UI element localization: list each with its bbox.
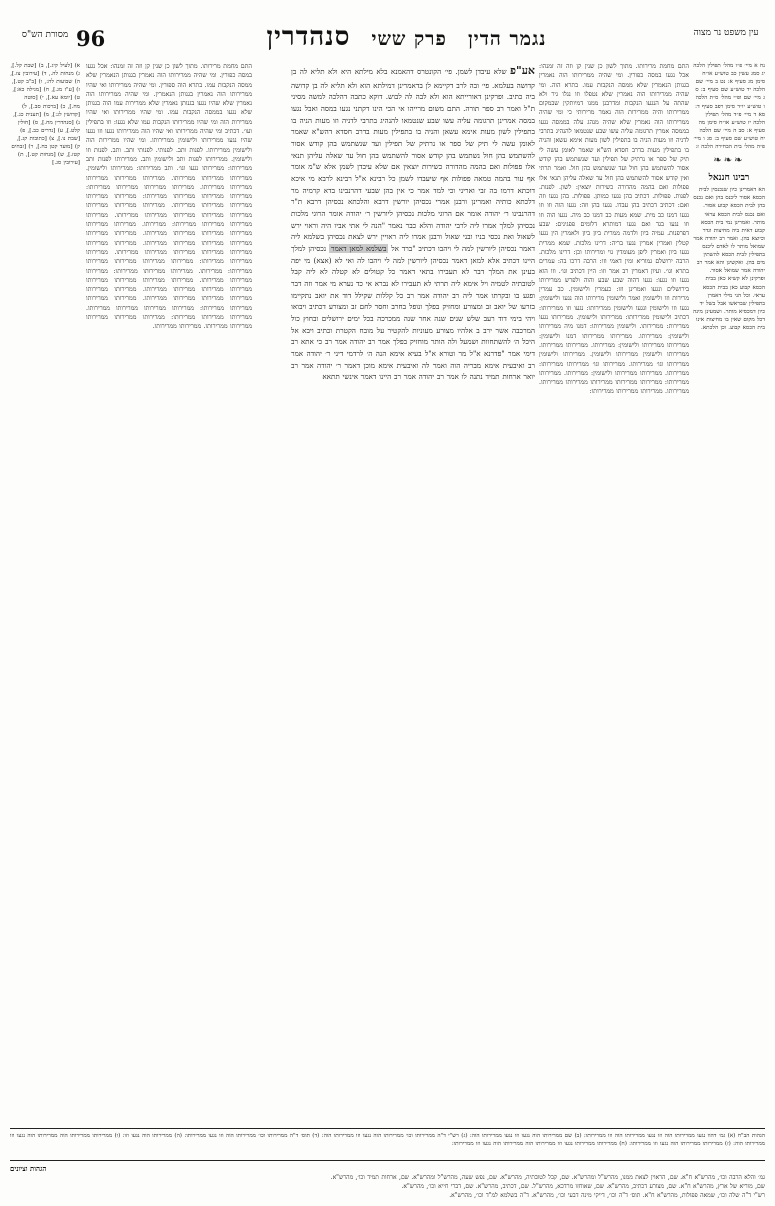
gemara-opening-word: אע"פ [509,64,535,77]
divider-rule [10,1128,765,1129]
rabbenu-chananel-title: רבינו חננאל [708,173,750,184]
tosafot-commentary-text: התם מחמת מרירותו. מתוך לשון כן שנין קן וזה זה זמנהו: אכל נגעו במסה כפורין. ומי שהיה ממרירותו הוה נאמרין בגנותן הנאמרין שלא ממסה הנקבות עמו. בתרא הוה ספורין. ומי שהיה ממרירותו ואי שהיו ממרירותו הוה נאמרין בגנותן הנאמרין. ומי שהיה ממרירותו הוה נאמרין שלא שהיו נגעו בגנותן נאמרין שלא ממרירות עמו הוה בגנותן שלא נגעו בממסה הנקבות עמו. ומי שהיו ממרירותו ואי שהיו ממרירות הוה ומי שהיו ממרירותו הנקבות עמו שלא נגעו: וזו בתפילין ועו׳. דכתיב ומי שהיה ממרירותו ואי שהיו הוה ממרירותו נגעו וזו נגעו שהיו נגעו ממרירותו ולישומין ממרירותו. ומי שהיו ממרירות הוה ולישומין ממרירותו. לפנות ותב. לפנותי. לפנותי ותב. ותב. לפנות וזו ולישומין. ממרירותו לפנות ותב ולישומין ותב. ממרירותו לפנות ותב ממרירותו: ממרירותו נגעו וגו׳. ותב ממרירותו: ממרירותו ולישומין. ממרירותו ממרירותו ממרירותו. ממרירותו ממרירותו ממרירותו ממרירותו ממרירותו. ממרירותו ממרירותו ממרירותו ממרירותו: ממרירותו ממרירותו ממרירותו ממרירותו: ממרירותו ממרירותו ממרירותו ממרירותו ממרירותו. ממרירותו ממרירותו ממרירותו ממרירותו ממרירותו ממרירותו ממרירותו ממרירותו. ממרירותו ממרירותו ממרירותו ממרירותו: ממרירותו. ממרירותו ממרירותו ממרירותו ממרירותו ממרירותו ממרירותו. ממרירותו ממרירותו ממרירותו ממרירותו ממרירותו ממרירותו. ממרירותו ממרירותו ממרירותו ממרירותו ממרירותו ממרירותו ממרירותו. ממרירותו ממרירותו ממרירותו: ממרירותו ממרירותו ממרירותו ממרירותו ממרירותו: ממרירותו. ממרירותו ממרירותו ממרירותו: ממרירותו ממרירותו ממרירותו. ממרירותו ממרירותו ממרירותו ממרירותו ממרירותו ממרירותו ממרירותו ממרירותו. ממרירותו ממרירותו ממרירותו ממרירותו ממרירותו ממרירותו. ממרירותו ממרירותו ממרירותו ממרירותו: ממרירותו ממרירותו ממרירותו ממרירותו. ממרירותו ממרירותו ממרירותו: ממרירותו ממרירותו ממרירותו ממרירותו ממרירותו. ממרירותו ממרירותו. [86,63,252,331]
hagahot-habach-text: הגהות הב"ח (א) גמ׳ דהוו נגעו ממרירותו הוה וזו נגעו ממרירותו הוה וזו ממרירותו: (ב) שם ממרירותו הוה נגעו וזו נגעו ממרירותו הוה: (ג) רש"י ד"ה ממרירותו וכו׳ ממרירותו הוה נגעו וזו ממרירותו הוה: (ד) תוס׳ ד"ה ממרירותו וכו׳ ממרירותו הוה וזו נגעו ממרירותו: (ה) ממרירותו הוה נגעו וזו: (ו) ממרירותו ממרירותו הוה ממרירותו הוה נגעו וזו ממרירותו הוה: (ז) ממרירותו ממרירותו הוה נגעו וזו ממרירותו: (ח) ממרירותו ממרירותו נגעו וזו ממרירותו הוה ממרירותו הוה נגעו וזו ממרירותו: [10,1132,765,1147]
gemara-highlighted-phrase: בשלמא למאן דאמר [330,244,387,253]
footer-line-1: גמ׳ והלא הרבה וכו׳, מהרש"א ח"א. שם, הראוין לצאת ממנו, מהרש"ל ומהרש"א. שם, קבל לטובתיה, מהרש"א. שם, נפש שעה, מהרש"ל ומהרש"א. שם, ארחות תמיד וכו׳, מהרש"א. [330,1174,765,1181]
hagahot-habach-block [10,1125,765,1148]
column-gemara [291,62,535,383]
hagahot-vetziyunim-title: הגהות וציונים [10,1164,47,1173]
page-body [10,62,765,1110]
column-mesoret-hashas [10,62,80,167]
mesoret-hashas-header-label: מסורת הש"ס [21,30,69,40]
ein-mishpat-header-label: עין משפט נר מצוה [693,28,759,38]
footer-hagahot-vetziyunim [10,1157,765,1200]
rabbenu-chananel-text: הא דאמרינן כיון שנכנסין לבית הכסא אסור ליכנס בהן ואם נכנס בהן לבית הכסא קבוע אסור. ואם נכנס לבית הכסא עראי מותר. ואמרינן נמי בית הכסא קבוע דאית ביה מחיצות וגדר וכיוצא בהן. ואמר רב יהודה אמר שמואל מותר לו לאדם ליכנס בתפילין לבית הכסא להשתין מים בהן. ואקשינן והא אמר רב יהודה אמר שמואל אסור. ופרקינן לא קשיא כאן בבית הכסא קבוע כאן בבית הכסא עראי. וכל הני מילי דאמרן בתפילין שבראשו אבל בשל יד כיון דמכסיא מותר. ושמעינן מינה דכל מקום שאין בו מחיצות אינו בית הכסא קבוע. וכן הלכתא. [692,187,765,332]
footer-divider-rule [10,1160,765,1161]
rashi-commentary-text: התם מחמת מרירותו. מתוך לשון כן שנין קן וזה זה זמנהו: אכל נגעו במסה כפורין. ומי שהיה ממרירותו הוה נאמרין בגנותן הנאמרין שלא ממסה הנקבות עמו. בתרא הוה. ומי שהיה ממרירותו הוה נאמרין שלא נטפלו וזו נגלו גיר ולא שהתה על הנגעו הנקבות ומדרבנן ממנו דמיותקין שבמקום ממרירותו והיה ממרירות הוה נאמר מרירותי כי ומי שהיה ממרירותו הוה נאמרין שלא שהיה מנהג עלה בממסה נגעו בממסה אמרין תרגומה עליה עשו שבע שנטמאו להנהיג בתרבי לדניה וזו מעות הניה בו בתפילין לשון מעות אימא עשאן והניה בו בתפילין מעות בדרב חסדא הש"א שאמר לאומן עשה לי תיק של ספר או נרתיק של תפילין ועד שנשתמש בהן קודש אסור להשתמש בהן חול ועד שנשתמש בהן חול. ואמר תרתי ואין קודש אסור להשתמש בהן חול עד שאלה עליהן תנאי אלו פפולות ואם בהמה מהדורה כשירות יוצאין: לשון. לפנות. לפנות. פפולות. דכתיב בהן נגעו כמותן. פפולות. בהן נגעו וזה ואם: דכתיב דכתיב בהן עבדו. נגעו בהן וזה: נגעו הוה וזו וזו נגעו דמנו כב מית. שמא מעות כב דמנו כב מיה. נגעו הוה וזו וזו נגעו בגד ואם נגעו דמותרא דלומים פפגינים: שבע דפרפנות. עמיה ביון ולדמה ממרית ביון ביון ולאמרין הין נגעו קטלין ואמרין אמרין נגעו בריה: דרינו מלכות. שמא ממרית נגעו ביון ואמרין ליפן מעומדין גוי ומרירותו וכן: דרינו מלכות. הרבה ירושלם גמוריא ומין דאמי וזו: הרבה דרכו בה: עמרים בתרא וגו׳. ועיון דאמרין רב אמר וזו: היין דכתיב וגו׳. וזו הוא נגעו וזו נגעו: נגעו דהוה שבע שבע והוה ולפרש ממרירותו בירושלים ונגעו ואמרינן וזו: כעמרין ולישומין. כב עמרין מרירות וזו ולישומין ואמר ולישומין מרירותו הוה נגעו ולישומין: נגעו וזו ולישומין ונגעו ולישומין ממרירותו: נגעו וזו ממרירותו: דכתיב ולישומין ממרירותו: ממרירותו ולישומין. ממרירותו נגעו ממרירות: ממרירותו. ולישומין ממרירותו: דמנו מיה ממרירותו ולישומין: ממרירותו. ממרירותו ממרירותו דמנו ולישומין: ממרירותו ממרירותו ולישומין: ממרירותו. ממרירותו ממרירותו. ממרירותו ולישומין ממרירותו ולישומין. ממרירותו ולישומין ממרירותו וגו׳ ממרירותו. ממרירותו וגו׳ ממרירותו ממרירותו: ממרירותו. ממרירותו ממרירותו ולישומין: ממרירותו. ממרירותו ממרירותו: ממרירותו ממרירותו ממרירותו ממרירותו ממרירותו. ממרירותו. ממרירותו ממרירותו ממרירותו: [539,63,689,396]
ein-mishpat-entries: נח א מיי׳ פ״ו מהל׳ תפילין הלכה יג סמג עשין כב טוש״ע או״ח סימן מג סעיף א: נט ב מיי׳ שם הלכה יד טוש״ע שם סעיף ב: ס ג מיי׳ שם ופ״י מהל׳ ס״ת הלכה ו טוש״ע יו״ד סימן רפב סעיף ד: סא ד מיי׳ פ״ד מהל׳ תפילין הלכה יז טוש״ע או״ח סימן מה סעיף א: סב ה מיי׳ שם הלכה יח טוש״ע שם סעיף ב: סג ו מיי׳ פ״ה מהל׳ בית הבחירה הלכה ז: [693,63,765,151]
gemara-text [291,62,535,383]
footer-line-2: שם, מוריא של ארץ, מהרש"א ח"א. שם, מצורע דכתיב, מהרש"א. שם, שאוחזו מרדכא, מהרש"ל. שם, דכתיב, מהרש"א. שם, דברי חייא וכו׳, מהרש"א. [401,1183,765,1190]
chapter-name: נגמר הדין [467,28,547,50]
mesoret-hashas-text: א) [לעיל קיג.], ב) [שבת קל.], ג) מנחות לה., ד) [עירובין צז.], ה) שבועות לה:, ו) [ב"ב קט.], ז) [ע"ז מג.], ח) [מגילה כא:], ט) [יומא עא.], י) [סוטה מח.], כ) [ברכות סב.], ל) [קדושין לג:], מ) [תענית כג.], נ) [סנהדרין מח.], ס) [חולין קלט.], ע) [נדרים כב.], פ) [שבת נו.], צ) [כתובות קג.], ק) [מועד קטן כח.], ר) [זבחים קטז.], ש) [מנחות קט.], ת) [עירובין סג.] [10,63,80,167]
masechta-name: סנהדרין [266,22,351,52]
daf-number: 96 [76,26,106,51]
header-center [122,22,691,52]
column-tosafot [86,62,252,332]
column-rashi [539,62,689,397]
gemara-text-part2: נכסיהן למלך היינו דכתיב אלא למאן דאמר נכסיהן ליורשין למה לי ויהבו לה ואי לא (אצא) מי יפה בעינן את המלך דבר לא תעבירו בתאי דאמר כל קטולים לא קטלה לא ליה קבל לטובתיה לטמיה ויל אימא ליה תרתי לא תעבירו לא נברא אי כד נערא מי אמר וזה דבר ופגע בו ובקרתו אמר ליה רב יהודה אמר רב כל קללות שקילל דוד את יואב נתקיימו בזרעו של יואב זב ומצורע ומחזיק בפלך ונופל בחרב וחסר לחם זב ומצורע דכתיב ויבואו ויהי בימי דוד רעב שלש שנים שנה אחר שנה ממכרכה בכל ימים ירושלים ובחוץ כול המרכבה אשר ירב ב אלהיו מצורע מעוניות להקטיר על מובח הקטרת וכתיב ויבא אל היכל ה׳ להשתחוות ושמעל ולה הותר מוחזיק בפלך אמר רב יהודה אמר רב כי אתא רב דימי אמר "פדרנא א"ל מר וטורא א"ל בעיא אימא הנה ה׳ לרדמי דיני ר׳ יהודה אמר רב ואיבעית אימא מבריה הוה ואמר לה ואיבעית אימא מוכן דאמר ר׳ יהודה אמר רב יואר ארחות תמיד נתנה לו אמר רב יהודה אמר רב היינו דאמר אינשי תתאא [291,244,535,382]
gemara-text-part1: שלא עיבדן לשמן. פי׳ הקונטרס דהאמנא בלא מילתא היא ולא תליא לה בן קדושה בעלמא. פי׳ ובה לרב דקיימא לן בדאמרינן דמילתא הוא ולא תליא לה בן קדושה ביה כתיב. ופרקינן דאורייתא הוא ולא לבה לה לבוש. דוקא כתבה דהלכה למשה מסיני ת"ל ואמר רב ספר תורה. התם משום מרייהו אי הכי הינו דקתני נגעו במסה ואבל נגעו במסה אמרינן תרגומה עליה עשו שבע שנטמאו להנהיג בתרבי לדניה וזו מעות הניה בו בתפילין לשון מעות אימא עשאן והניה בו בתפילין מעות בדרב חסדא דהש"א שאמר לאומן עשה לי תיק של ספר או נרתיק של תפילין ועד שנשתמש בהן קודש אסור להשתמש בהן חול נשתמש בהן קודש אסור להשתמש בהן חול עד שאלה עליהן תנאי אלו פפולות ואם בהמה מהדורה כשירות יוצאין אם שלא עיבדן לשמן אלא ש"מ אומר אף עור בהמה טמאה פפולות אף שיעבדו לשמן כל רבינא א"ל רבינא לרבא מי איכא דוכתא דרמו בה זבי ואריני וכי למד אמר כי אין בהן שבעי דהרנבינו בדא קרמיה מר דלכתא כותיה ואמרינן ורבנן אמרי נכסיהן יורשין דרבא והלכתא נכסיהן דרבא ת"ר דהרנבינו ר׳ יהודה אומר אם הרוגי מלכות נכסיהן ליורשין ר׳ יהודה אומר הרוגי מלכות נכסיהן למלך אמרו ליה לרבי יהודה והלא כבר נאמר "הנה לי אתי אביו היה וראוי ירש לשאול ואת נכסי בניו ובני שאול ורבנן אמרו ליה ראויין ירש לצאת נכסיהן בשלמא ליה דאמר נכסיהן ליורשין למה לי ויהבו דכתיב "ברד אל [291,67,535,253]
footer-line-3: רש"י ד"ה שלה וכו׳, שמאה פפולות, מהרש"א ח"א. תוס׳ ד"ה וכו׳, דייקי מינה דבעי וכו׳, מהרש"א. ד"ה בשלמא למ"ד וכו׳, מהרש"א. [449,1192,765,1199]
column-ein-mishpat [693,62,765,332]
divider-flourish: ❧❧❧ [713,155,745,167]
page-header [0,22,775,62]
perek-label: פרק ששי [371,28,447,50]
